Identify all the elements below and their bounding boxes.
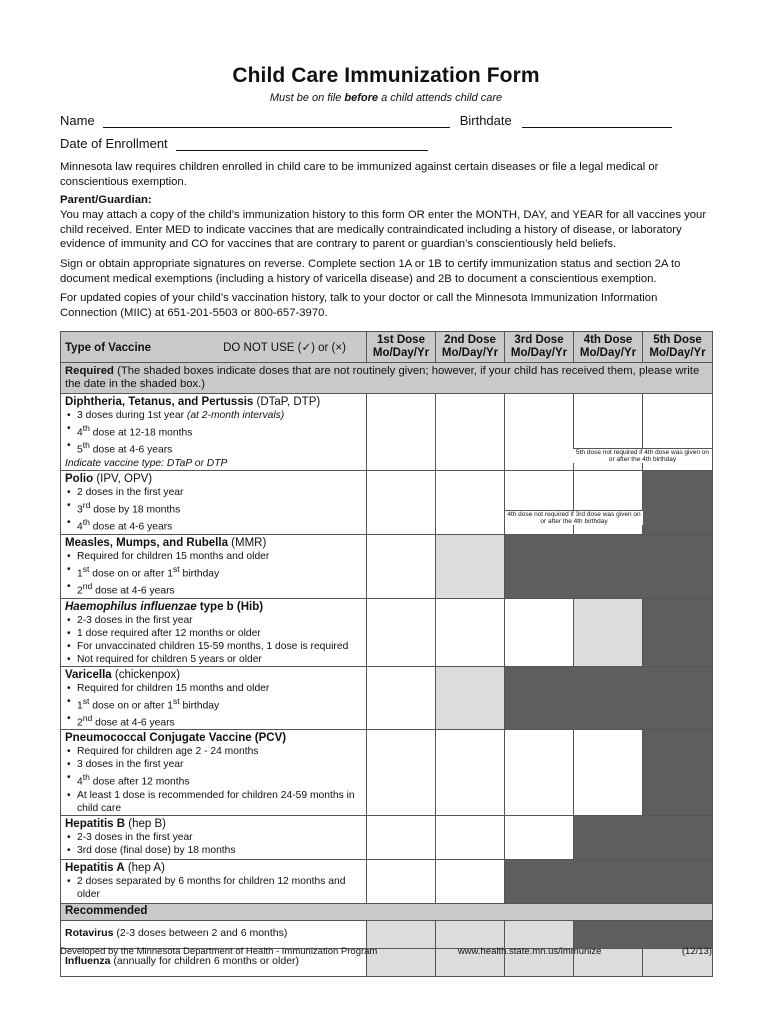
hib-dose3[interactable] <box>505 598 574 666</box>
pcv-dose5 <box>643 730 713 815</box>
table-row-rotavirus <box>61 920 713 948</box>
hepa-dose1[interactable] <box>367 859 436 903</box>
rotavirus-dose1[interactable] <box>367 920 436 948</box>
table-row-polio <box>61 470 713 534</box>
mmr-dose1[interactable] <box>367 534 436 598</box>
polio-dose5 <box>643 470 713 534</box>
form-page <box>60 64 712 320</box>
polio-label-cell: Polio (IPV, OPV) • 2 doses in the first year • 3rd dose by 18 months • 4th dose at 4-6 years <box>61 470 367 534</box>
rotavirus-dose4-5 <box>574 920 713 948</box>
varicella-dose2[interactable] <box>436 666 505 730</box>
dose5-header: 5th Dose Mo/Day/Yr <box>643 332 713 363</box>
hib-label-cell: Haemophilus influenzae type b (Hib) • 2-3 doses in the first year • 1 dose required after 12 months or older • For unvaccinated children 15-59 months, 1 dose is required • Not required for children 5 years or older <box>61 598 367 666</box>
parent-heading: Parent/Guardian: <box>60 194 152 207</box>
pcv-dose1[interactable] <box>367 730 436 815</box>
polio-dose4-note: 4th dose not required if 3rd dose was given on or after the 4th birthday <box>505 510 643 525</box>
dtap-dose1[interactable] <box>367 394 436 471</box>
name-field[interactable] <box>103 114 450 128</box>
footer-developer: Developed by the Minnesota Department of Health - Immunization Program <box>60 946 378 957</box>
table-header-row <box>61 332 713 363</box>
dtap-dose5-note: 5th dose not required if 4th dose was given on or after the 4th birthday <box>573 448 712 463</box>
hepa-label-cell: Hepatitis A (hep A) • 2 doses separated by 6 months for children 12 months and older <box>61 859 367 903</box>
polio-dose3[interactable] <box>505 470 641 534</box>
miic-contact: For updated copies of your child’s vaccination history, talk to your doctor or call the Minnesota Immunization Information Connection (MIIC) at 651-201-5503 or 800-657-3970. <box>60 292 658 319</box>
do-not-use-note: DO NOT USE (✓) or (×) <box>223 342 346 354</box>
polio-dose1[interactable] <box>367 470 436 534</box>
pcv-dose3[interactable] <box>505 730 574 815</box>
recommended-label: Recommended <box>61 903 713 920</box>
dtap-dose3[interactable] <box>505 394 574 471</box>
dose3-header: 3rd Dose Mo/Day/Yr <box>505 332 574 363</box>
hepa-dose3-5 <box>505 859 713 903</box>
hib-dose4[interactable] <box>574 598 643 666</box>
table-row-mmr <box>61 534 713 598</box>
hepa-dose2[interactable] <box>436 859 505 903</box>
dtap-dose5[interactable] <box>576 394 713 471</box>
polio-dose2[interactable] <box>436 470 505 534</box>
type-of-vaccine-header: Type of Vaccine DO NOT USE (✓) or (×) <box>61 332 367 363</box>
required-note: Required (The shaded boxes indicate doses that are not routinely given; however, if your child has received them, please write the date in the shaded box.) <box>61 363 713 394</box>
dose1-header: 1st Dose Mo/Day/Yr <box>367 332 436 363</box>
birthdate-field[interactable] <box>522 114 672 128</box>
law-text: Minnesota law requires children enrolled in child care to be immunized against certain diseases or file a legal medical or conscientious exemption. <box>60 161 659 188</box>
hepb-dose4-5 <box>574 815 713 859</box>
hib-dose5 <box>643 598 713 666</box>
enrollment-row <box>60 135 712 151</box>
enrollment-label: Date of Enrollment <box>60 136 168 151</box>
dtap-type-note: Indicate vaccine type: DTaP or DTP <box>65 457 228 469</box>
pcv-dose2[interactable] <box>436 730 505 815</box>
table-row-pcv <box>61 730 713 815</box>
footer-revision: (12/13) <box>681 946 712 957</box>
footer-url[interactable]: www.health.state.mn.us/immunize <box>457 946 602 957</box>
name-label: Name <box>60 113 95 128</box>
dose4-header: 4th Dose Mo/Day/Yr <box>574 332 643 363</box>
rotavirus-dose2[interactable] <box>436 920 505 948</box>
form-subtitle: Must be on file before a child attends child care <box>269 92 503 104</box>
dtap-label-cell: Diphtheria, Tetanus, and Pertussis (DTaP, DTP) • 3 doses during 1st year (at 2-month intervals) • 4th dose at 12-18 months • 5th dose at 4-6 years Indicate vaccine type: DTaP or DTP <box>61 394 367 471</box>
dtap-dose2[interactable] <box>436 394 505 471</box>
hepb-dose3[interactable] <box>505 815 574 859</box>
mmr-dose2[interactable] <box>436 534 505 598</box>
influenza-label-cell: Influenza (annually for children 6 months or older) <box>61 948 367 976</box>
table-row-hepb <box>61 815 713 859</box>
recommended-row <box>61 903 713 920</box>
signature-instructions: Sign or obtain appropriate signatures on reverse. Complete section 1A or 1B to certify immunization status and section 2A to document medical exemptions (including a history of varicella disease) and 2B to document a conscientious exemption. <box>60 257 681 285</box>
varicella-label-cell: Varicella (chickenpox) • Required for children 15 months and older • 1st dose on or after 1st birthday • 2nd dose at 4-6 years <box>61 666 367 730</box>
mmr-label-cell: Measles, Mumps, and Rubella (MMR) • Required for children 15 months and older • 1st dose on or after 1st birthday • 2nd dose at 4-6 years <box>61 534 367 598</box>
dose2-header: 2nd Dose Mo/Day/Yr <box>436 332 505 363</box>
varicella-dose1[interactable] <box>367 666 436 730</box>
rotavirus-label-cell: Rotavirus (2-3 doses between 2 and 6 months) <box>61 920 367 948</box>
page-footer <box>60 946 712 957</box>
form-title: Child Care Immunization Form <box>232 64 540 87</box>
hib-dose1[interactable] <box>367 598 436 666</box>
hepb-dose1[interactable] <box>367 815 436 859</box>
rotavirus-dose3[interactable] <box>505 920 574 948</box>
hepb-label-cell: Hepatitis B (hep B) • 2-3 doses in the first year • 3rd dose (final dose) by 18 months <box>61 815 367 859</box>
parent-instructions: You may attach a copy of the child’s immunization history to this form OR enter the MONTH, DAY, and YEAR for all vaccines your child received. Enter MED to indicate vaccines that are medically contraindicated including a history of disease, or laboratory evidence of immunity and CO for vaccines that are contrary to parent or guardian’s conscientiously held beliefs. <box>60 209 707 251</box>
table-row-dtap <box>61 394 713 471</box>
name-row <box>60 112 712 128</box>
pcv-dose4[interactable] <box>574 730 643 815</box>
mmr-dose3-5 <box>505 534 713 598</box>
hib-dose2[interactable] <box>436 598 505 666</box>
varicella-dose3-5 <box>505 666 713 730</box>
birthdate-label: Birthdate <box>459 113 512 128</box>
hepb-dose2[interactable] <box>436 815 505 859</box>
table-row-hepa <box>61 859 713 903</box>
required-row <box>61 363 713 394</box>
vaccine-table <box>60 331 713 977</box>
table-row-hib <box>61 598 713 666</box>
table-row-varicella <box>61 666 713 730</box>
pcv-label-cell: Pneumococcal Conjugate Vaccine (PCV) • Required for children age 2 - 24 months • 3 doses in the first year • 4th dose after 12 months • At least 1 dose is recommended for children 24-59 months in child care <box>61 730 367 815</box>
enrollment-field[interactable] <box>176 137 428 151</box>
